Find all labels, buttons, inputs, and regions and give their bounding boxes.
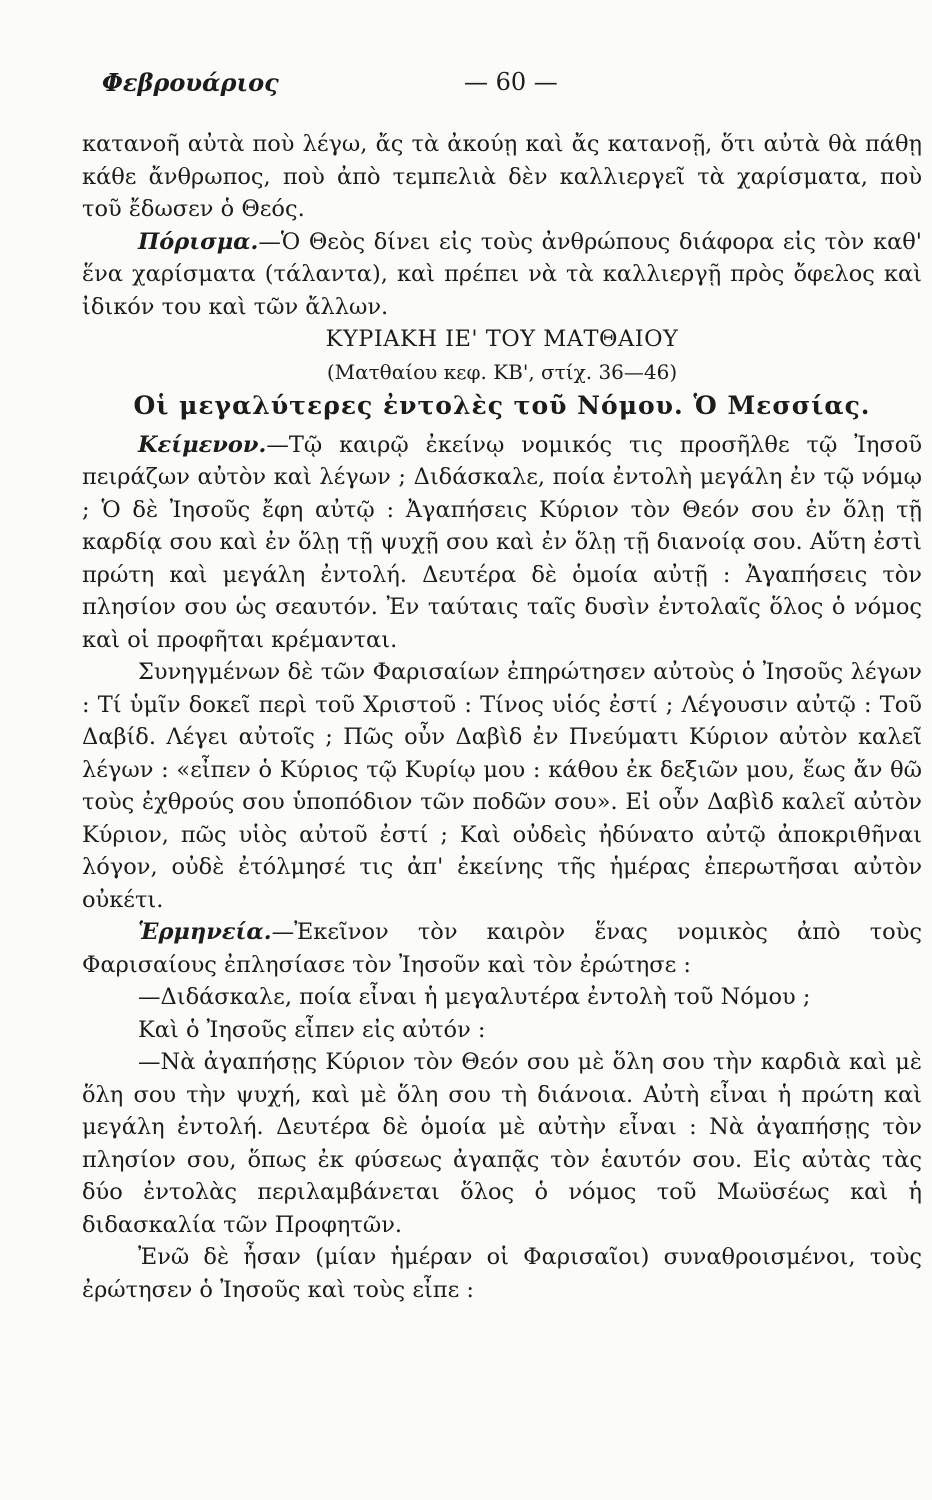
ermineia-text: —Ἐκεῖνον τὸν καιρὸν ἕνας νομικὸς ἀπὸ τοὺς Φαρισαίους ἐπλησίασε τὸν Ἰησοῦν καὶ τὸν ἐρώτησε : xyxy=(82,919,922,978)
ermineia-label: Ἑρμηνεία. xyxy=(138,919,272,945)
porisma-label: Πόρισμα. xyxy=(138,228,259,255)
dialog-line-3: —Νὰ ἀγαπήσῃς Κύριον τὸν Θεόν σου μὲ ὅλη σου τὴν καρδιὰ καὶ μὲ ὅλη σου τὴν ψυχή, καὶ μὲ ὅλη σου τὴ διάνοια. Αὐτὴ εἶναι ἡ πρώτη καὶ μεγάλη ἐντολή. Δευτέρα δὲ ὁμοία μὲ αὐτὴν εἶναι : Νὰ ἀγαπήσῃς τὸν πλησίον σου, ὅπως ἐκ φύσεως ἀγαπᾷς τὸν ἑαυτόν σου. Εἰς αὐτὰς τὰς δύο ἐντολὰς περιλαμβάνεται ὅλος ὁ νόμος τοῦ Μωϋσέως καὶ ἡ διδασκαλία τῶν Προφητῶν. xyxy=(82,1049,922,1238)
running-head xyxy=(102,68,892,108)
paragraph-last: Ἐνῶ δὲ ἦσαν (μίαν ἡμέραν οἱ Φαρισαῖοι) συναθροισμένοι, τοὺς ἐρώτησεν ὁ Ἰησοῦς καὶ τοὺς εἶπε : xyxy=(82,1244,922,1303)
sunday-title: ΚΥΡΙΑΚΗ ΙΕ' ΤΟΥ ΜΑΤΘΑΙΟΥ xyxy=(325,326,679,352)
porisma-text: —Ὁ Θεὸς δίνει εἰς τοὺς ἀνθρώπους διάφορα εἰς τὸν καθ' ἕνα χαρίσματα (τάλαντα), καὶ πρέπει νὰ τὰ καλλιεργῇ πρὸς ὄφελος καὶ ἰδικόν του καὶ τῶν ἄλλων. xyxy=(82,228,922,320)
paragraph-continuation: κατανοῆ αὐτὰ ποὺ λέγω, ἄς τὰ ἀκούῃ καὶ ἄς κατανοῇ, ὅτι αὐτὰ θὰ πάθῃ κάθε ἄνθρωπος, ποὺ ἀπὸ τεμπελιὰ δὲν καλλιεργεῖ τὰ χαρίσματα, ποὺ τοῦ ἔδωσεν ὁ Θεός. xyxy=(82,131,922,222)
paragraph-keimenon xyxy=(82,429,922,657)
paragraph-porisma xyxy=(82,226,922,324)
running-head-month: Φεβρουάριος xyxy=(102,68,279,97)
paragraph-ermineia xyxy=(82,916,922,981)
keimenon-label: Κείμενον. xyxy=(138,431,267,458)
page-body xyxy=(82,128,922,1306)
scripture-reference: (Ματθαίου κεφ. ΚΒ', στίχ. 36—46) xyxy=(326,359,678,384)
page-number: — 60 — xyxy=(464,68,558,96)
dialog-line-1: —Διδάσκαλε, ποία εἶναι ἡ μεγαλυτέρα ἐντολὴ τοῦ Νόμου ; xyxy=(138,984,811,1010)
keimenon-text: —Τῷ καιρῷ ἐκείνῳ νομικός τις προσῆλθε τῷ Ἰησοῦ πειράζων αὐτὸν καὶ λέγων ; Διδάσκαλε, ποία ἐντολὴ μεγάλη ἐν τῷ νόμῳ ; Ὁ δὲ Ἰησοῦς ἔφη αὐτῷ : Ἀγαπήσεις Κύριον τὸν Θεόν σου ἐν ὅλῃ τῇ καρδίᾳ σου καὶ ἐν ὅλῃ τῇ ψυχῇ σου καὶ ἐν ὅλῃ τῇ διανοίᾳ σου. Αὕτη ἐστὶ πρώτη καὶ μεγάλη ἐντολή. Δευτέρα δὲ ὁμοία αὐτῇ : Ἀγαπήσεις τὸν πλησίον σου ὡς σεαυτόν. Ἐν ταύταις ταῖς δυσὶν ἐντολαῖς ὅλος ὁ νόμος καὶ οἱ προφῆται κρέμανται. xyxy=(82,431,922,653)
paragraph-synigmenon: Συνηγμένων δὲ τῶν Φαρισαίων ἐπηρώτησεν αὐτοὺς ὁ Ἰησοῦς λέγων : Τί ὑμῖν δοκεῖ περὶ τοῦ Χριστοῦ : Τίνος υἱός ἐστί ; Λέγουσιν αὐτῷ : Τοῦ Δαβίδ. Λέγει αὐτοῖς ; Πῶς οὖν Δαβὶδ ἐν Πνεύματι Κύριον αὐτὸν καλεῖ λέγων : «εἶπεν ὁ Κύριος τῷ Κυρίῳ μου : κάθου ἐκ δεξιῶν μου, ἕως ἄν θῶ τοὺς ἐχθρούς σου ὑποπόδιον τῶν ποδῶν σου». Εἰ οὖν Δαβὶδ καλεῖ αὐτὸν Κύριον, πῶς υἱὸς αὐτοῦ ἐστί ; Καὶ οὐδεὶς ἠδύνατο αὐτῷ ἀποκριθῆναι λόγον, οὐδὲ ἐτόλμησέ τις ἀπ' ἐκείνης τῆς ἡμέρας ἐπερωτῆσαι αὐτὸν οὐκέτι. xyxy=(82,659,922,913)
dialog-line-2: Καὶ ὁ Ἰησοῦς εἶπεν εἰς αὐτόν : xyxy=(138,1016,486,1043)
section-heading: Οἱ μεγαλύτερες ἐντολὲς τοῦ Νόμου. Ὁ Μεσσίας. xyxy=(133,391,871,420)
